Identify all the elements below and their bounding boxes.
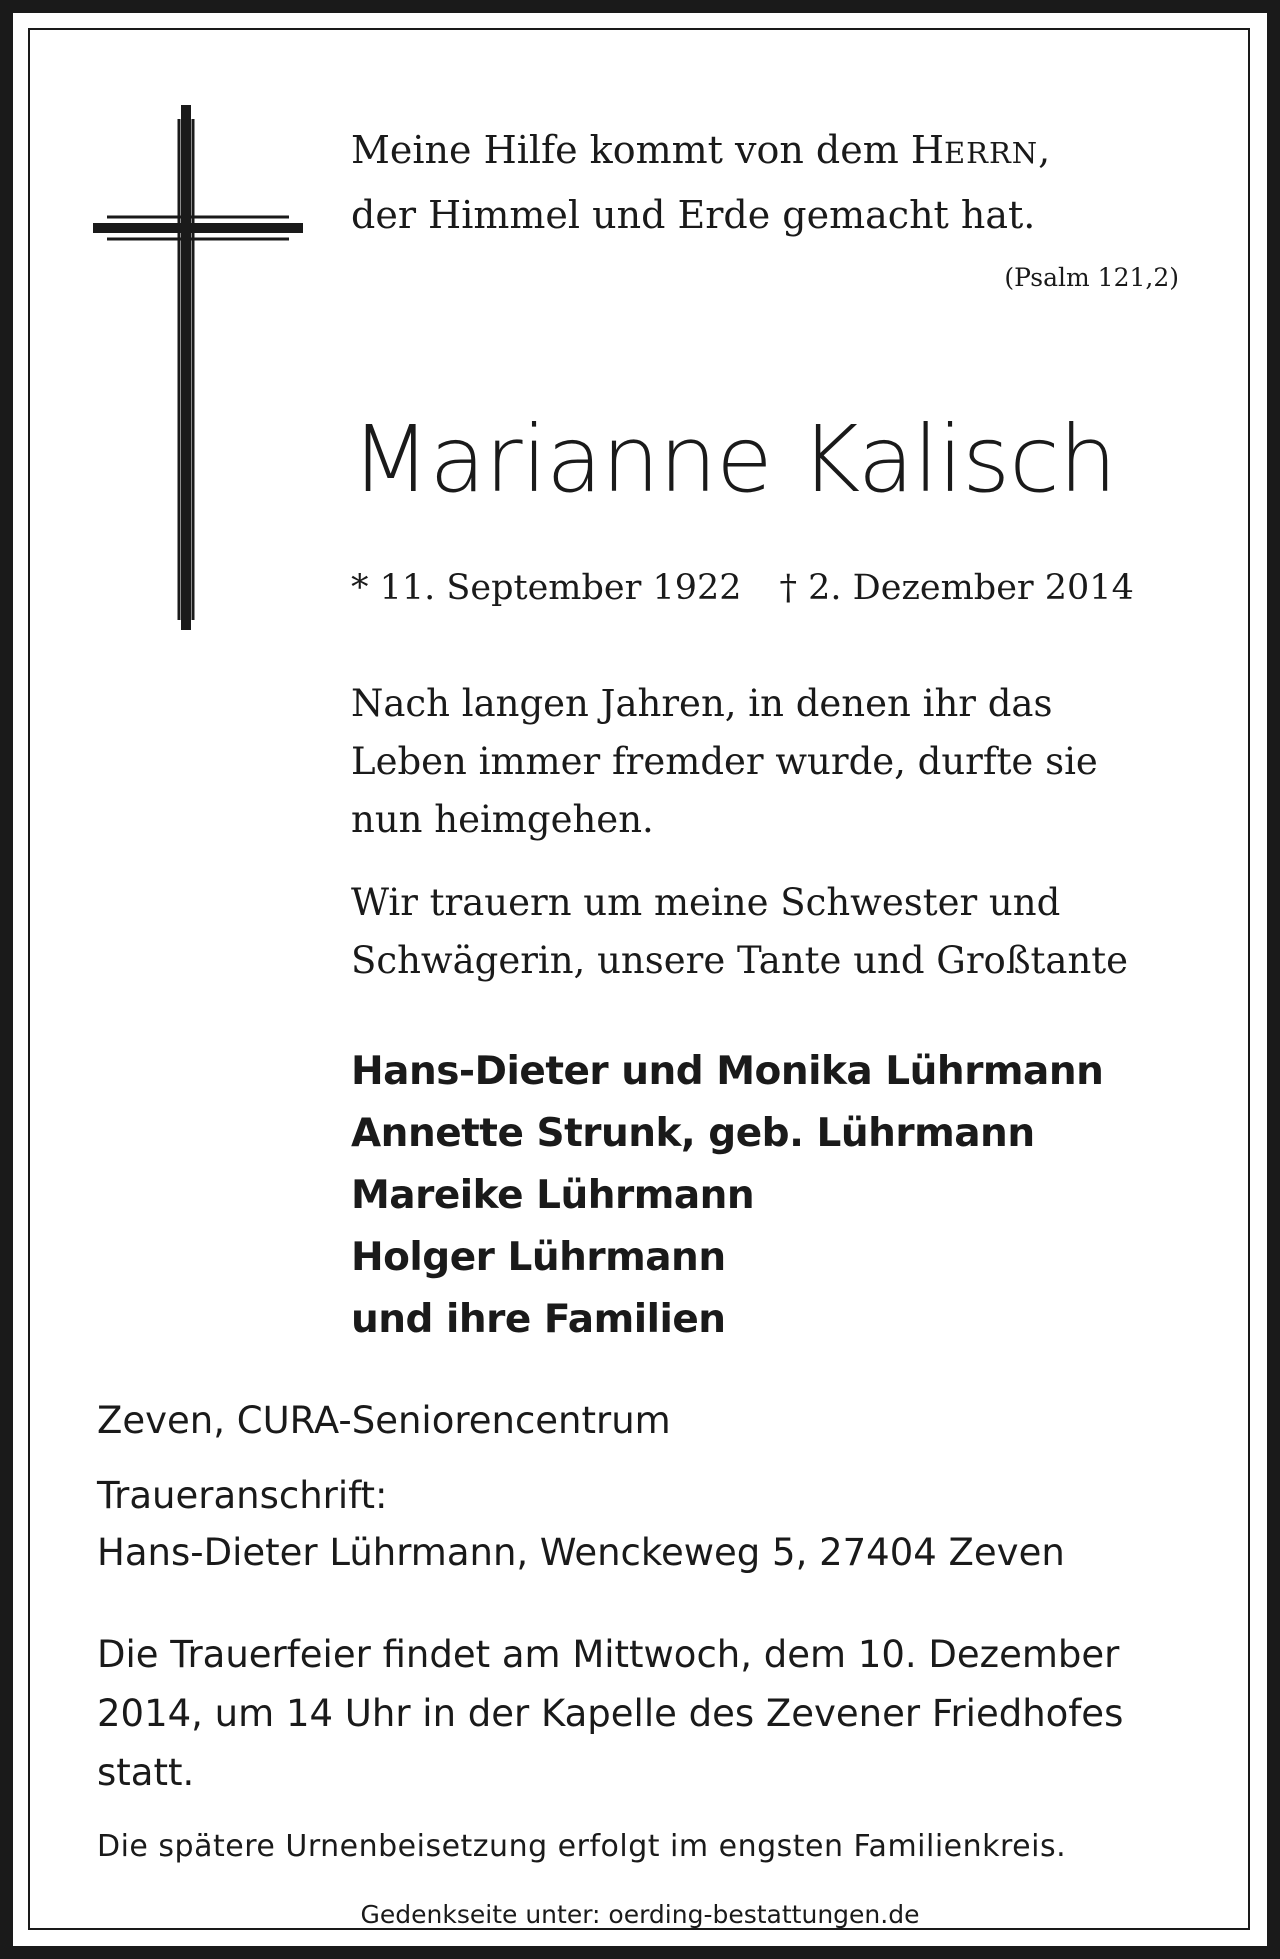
bible-reference: (Psalm 121,2) xyxy=(1004,263,1179,292)
text-line: Leben immer fremder wurde, durfte sie xyxy=(351,740,1098,783)
obituary-paragraph-2 xyxy=(351,874,1128,990)
bible-verse xyxy=(351,119,1050,246)
text-line: 2014, um 14 Uhr in der Kapelle des Zevener Friedhofes xyxy=(97,1692,1124,1735)
bible-verse-line-1: Meine Hilfe kommt von dem HERRN, xyxy=(351,128,1051,172)
mourner-name: und ihre Familien xyxy=(351,1297,726,1342)
birth-date: * 11. September 1922 xyxy=(351,568,742,608)
life-dates xyxy=(351,564,1134,612)
mourner-name: Holger Lührmann xyxy=(351,1235,726,1280)
text-line: Schwägerin, unsere Tante und Großtante xyxy=(351,939,1129,982)
mourner-name: Hans-Dieter und Monika Lührmann xyxy=(351,1049,1104,1094)
address-label: Traueranschrift: xyxy=(97,1474,388,1517)
cross-icon xyxy=(93,105,303,630)
bible-verse-line-2: der Himmel und Erde gemacht hat. xyxy=(351,193,1036,237)
address-value: Hans-Dieter Lührmann, Wenckeweg 5, 27404 Zeven xyxy=(97,1531,1065,1574)
place-of-death: Zeven, CURA-Seniorencentrum xyxy=(97,1399,671,1442)
funeral-info xyxy=(97,1625,1123,1802)
urn-burial-note: Die spätere Urnenbeisetzung erfolgt im engsten Familienkreis. xyxy=(97,1829,1067,1864)
obituary-notice xyxy=(13,13,1267,1946)
mourners-list xyxy=(351,1041,1103,1351)
deceased-name: Marianne Kalisch xyxy=(351,406,1117,513)
memorial-website: Gedenkseite unter: oerding-bestattungen.de xyxy=(360,1900,920,1929)
text-line: statt. xyxy=(97,1751,195,1794)
death-date: † 2. Dezember 2014 xyxy=(779,568,1134,608)
mourner-name: Annette Strunk, geb. Lührmann xyxy=(351,1111,1035,1156)
mourning-address xyxy=(97,1467,1065,1581)
text-line: Nach langen Jahren, in denen ihr das xyxy=(351,682,1053,725)
text-line: nun heimgehen. xyxy=(351,798,654,841)
text-line: Wir trauern um meine Schwester und xyxy=(351,881,1061,924)
mourner-name: Mareike Lührmann xyxy=(351,1173,755,1218)
text-line: Die Trauerfeier findet am Mittwoch, dem 10. Dezember xyxy=(97,1633,1120,1676)
obituary-paragraph-1 xyxy=(351,675,1098,849)
